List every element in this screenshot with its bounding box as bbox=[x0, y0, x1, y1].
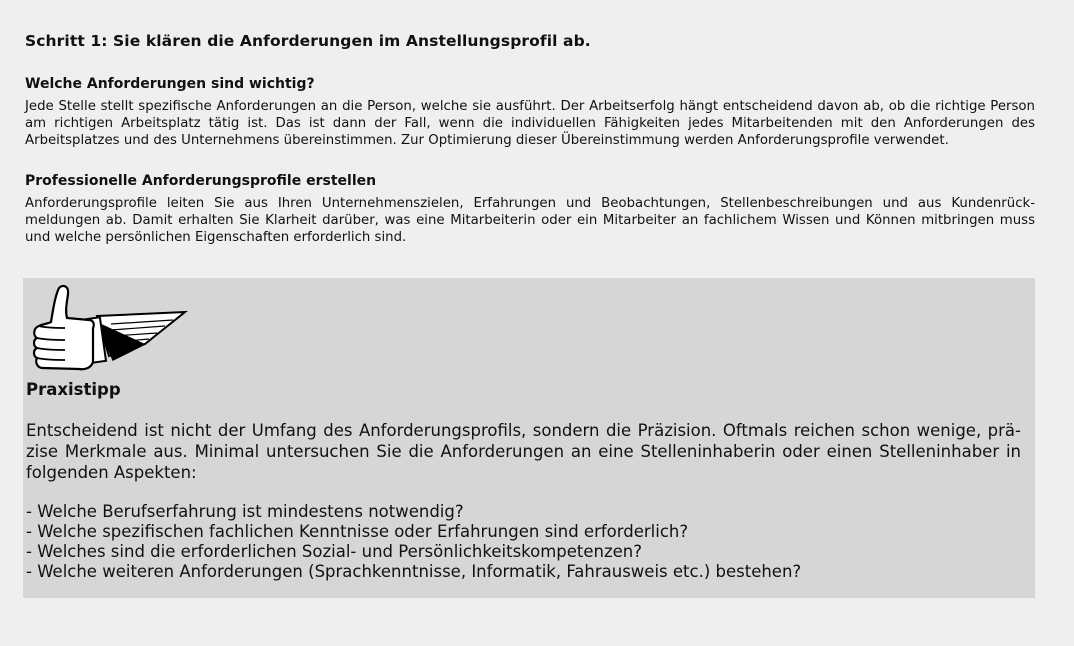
section-text-profiles: Anforderungsprofile leiten Sie aus Ihren Unternehmenszielen, Erfahrungen und Beobachtungen, Stellenbeschreibungen und aus Kundenrück-meldungen ab. Damit erhalten Sie Klarheit darüber, was eine Mitarbeiterin oder ein Mitarbeiter an fachlichem Wissen und Können mitbringen muss und welche persönlichen Eigenschaften erforderlich sind. bbox=[25, 196, 1035, 245]
practice-tip-box bbox=[23, 278, 1035, 598]
thumbs-up-document-icon bbox=[27, 282, 189, 372]
main-content bbox=[25, 32, 1035, 270]
tip-list-item: - Welche spezifischen fachlichen Kenntnisse oder Erfahrungen sind erforderlich? bbox=[26, 522, 689, 541]
tip-title: Praxistipp bbox=[26, 380, 121, 399]
tip-list-item: - Welche Berufserfahrung ist mindestens notwendig? bbox=[26, 502, 464, 521]
page-title: Schritt 1: Sie klären die Anforderungen im Anstellungsprofil ab. bbox=[25, 32, 591, 50]
tip-text: Entscheidend ist nicht der Umfang des Anforderungsprofils, sondern die Präzision. Oftmals reichen schon wenige, prä-zise Merkmale aus. Minimal untersuchen Sie die Anforderungen an eine Stelleninhaberin oder einen Stelleninhaber in folgenden Aspekten: bbox=[26, 421, 1021, 482]
section-text-requirements: Jede Stelle stellt spezifische Anforderungen an die Person, welche sie ausführt. Der Arbeitserfolg hängt entscheidend davon ab, ob die richtige Person am richtigen Arbeitsplatz tätig ist. Das ist dann der Fall, wenn die individuellen Fähigkeiten jedes Mitarbeitenden mit den Anforderungen des Arbeitsplatzes und des Unternehmens übereinstimmen. Zur Optimierung dieser Übereinstimmung werden Anforderungsprofile verwendet. bbox=[25, 99, 1035, 148]
tip-list-item: - Welche weiteren Anforderungen (Sprachkenntnisse, Informatik, Fahrausweis etc.) bestehen? bbox=[26, 562, 802, 581]
section-title-profiles: Professionelle Anforderungsprofile erstellen bbox=[25, 173, 377, 189]
tip-list-item: - Welches sind die erforderlichen Sozial- und Persönlichkeitskompetenzen? bbox=[26, 542, 643, 561]
tip-list bbox=[26, 502, 801, 582]
section-title-requirements: Welche Anforderungen sind wichtig? bbox=[25, 76, 315, 92]
